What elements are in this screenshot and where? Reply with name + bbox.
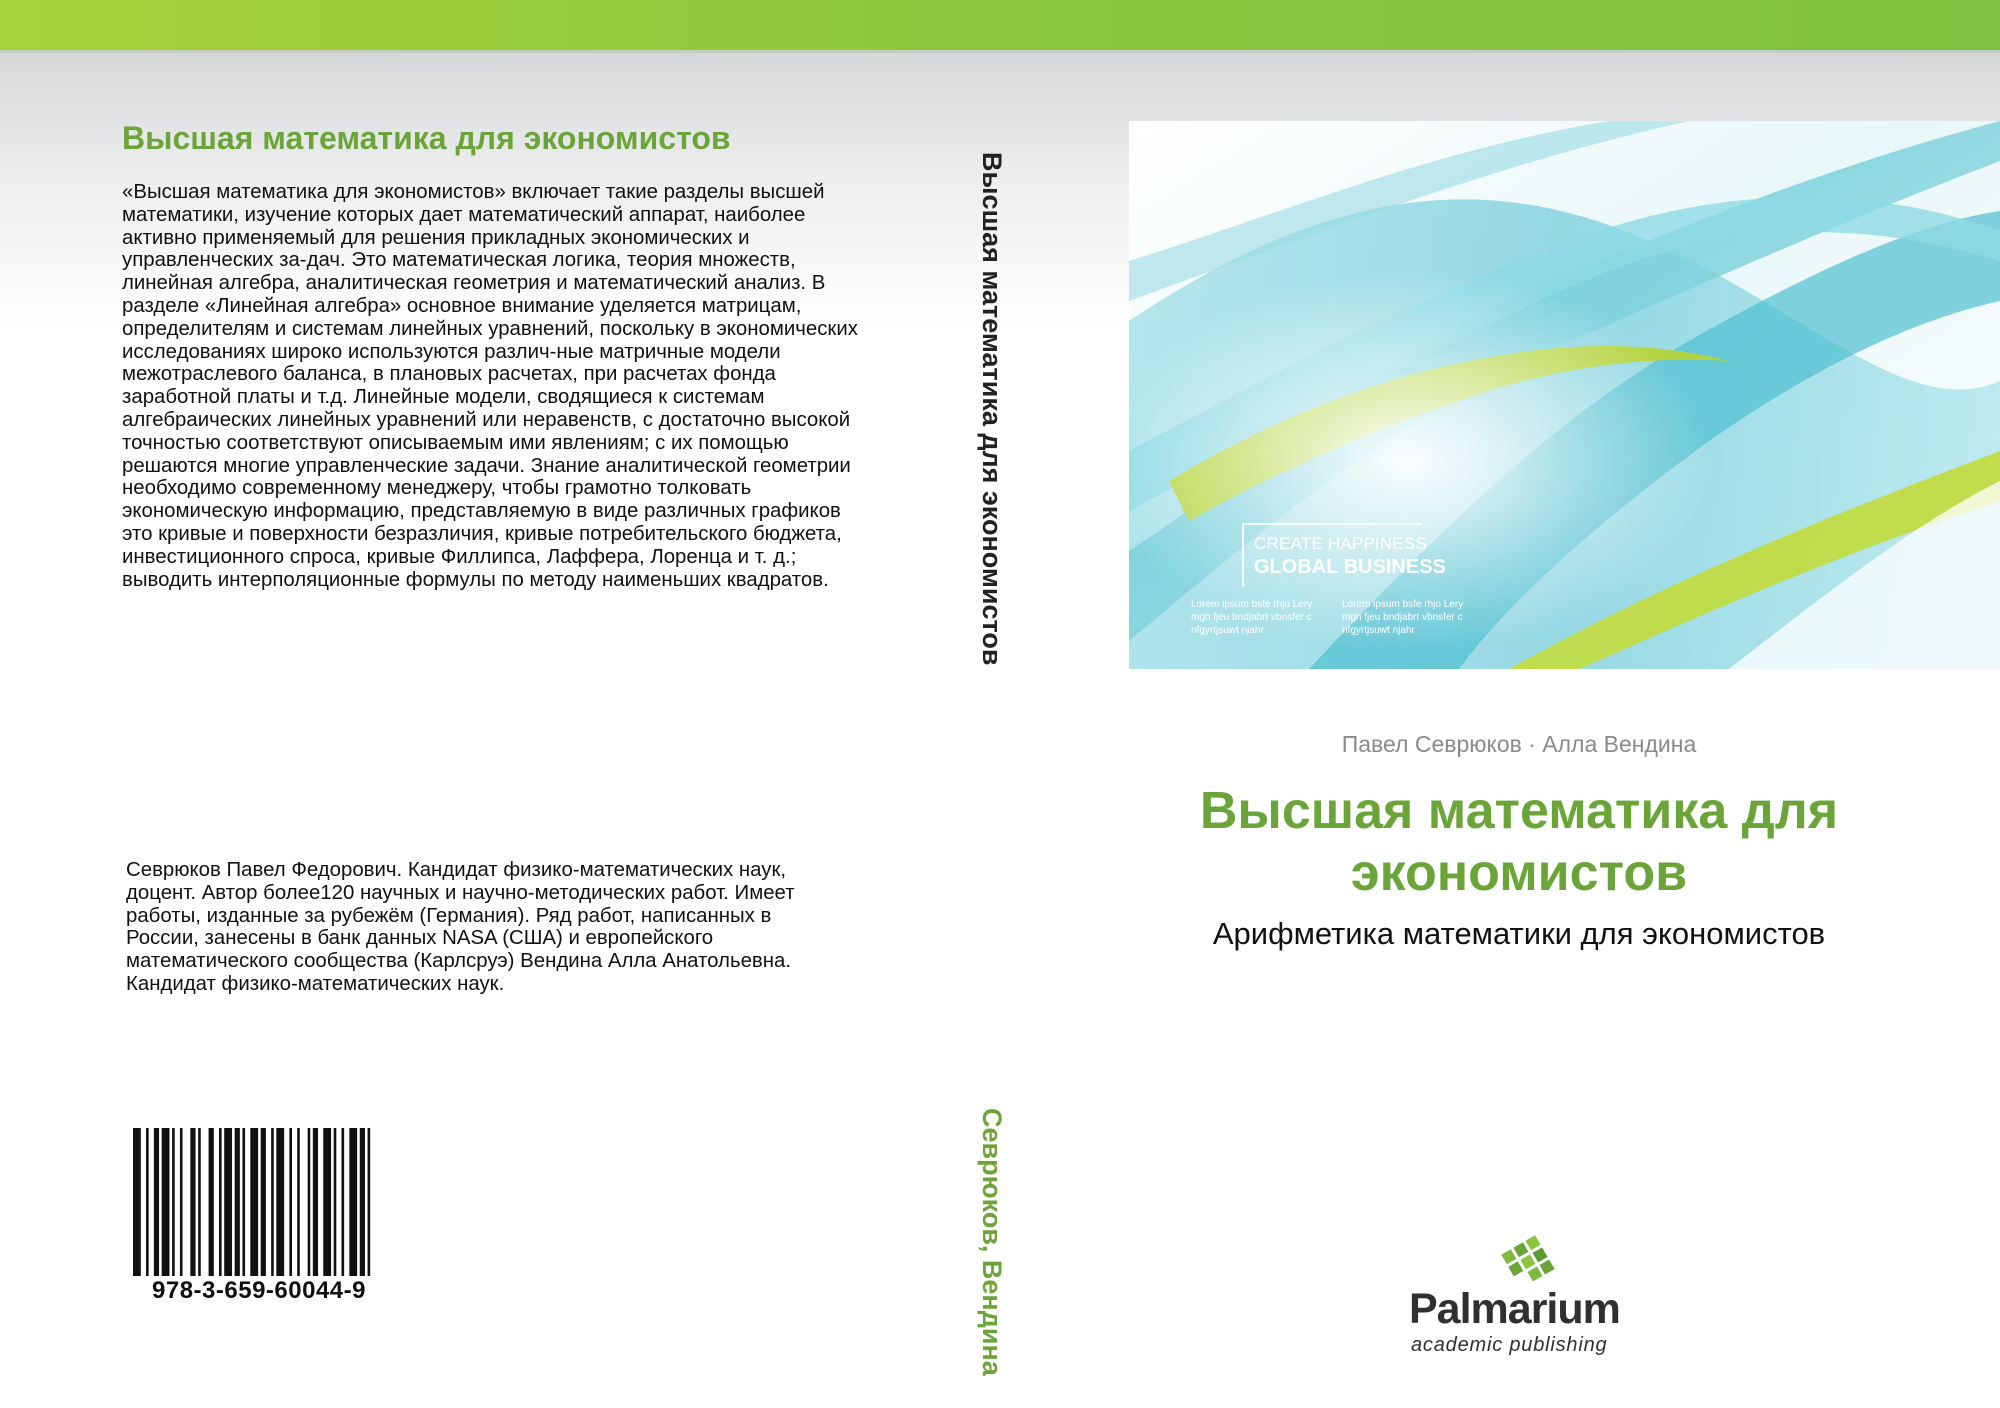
barcode-bar	[323, 1128, 331, 1276]
palmarium-logo-icon	[1497, 1230, 1559, 1288]
barcode-bar	[368, 1128, 371, 1276]
spine-authors: Севрюков, Вендина	[977, 1108, 1007, 1376]
back-cover-description: «Высшая математика для экономистов» включает такие разделы высшей математики, изучение которых дает математический аппарат, наиболее активно применяемый для решения прикладных экономических и управленческих за-дач. Это математическая логика, теория множеств, линейная алгебра, аналитическая геометрия и математический анализ. В разделе «Линейная алгебра» основное внимание уделяется матрицам, определителям и системам линейных уравнений, поскольку в экономических исследованиях широко используются различ-ные матричные модели межотраслевого баланса, в плановых расчетах, при расчетах фонда заработной платы и т.д. Линейные модели, сводящиеся к системам алгебраических линейных уравнений или неравенств, с достаточно высокой точностью соответствуют описываемым ими явлениям; с их помощью решаются многие управленческие задачи. Знание аналитической геометрии необходимо современному менеджеру, чтобы грамотно толковать экономическую информацию, представляемую в виде различных графиков это кривые и поверхности безразличия, кривые потребительского бюджета, инвестиционного спроса, кривые Филлипса, Лаффера, Лоренца и т. д.; выводить интерполяционные формулы по методу наименьших квадратов.	[122, 181, 858, 591]
barcode-bar	[342, 1128, 345, 1276]
front-cover-authors: Павел Севрюков · Алла Вендина	[1341, 731, 1697, 757]
author-bio: Севрюков Павел Федорович. Кандидат физико-математических наук, доцент. Автор более120 научных и научно-методических работ. Имеет работы, изданные за рубежём (Германия). Ряд работ, написанных в России, занесены в банк данных NASA (США) и европейского математического сообщества (Карлсруэ) Вендина Алла Анатольевна. Кандидат физико-математических наук.	[126, 859, 795, 995]
back-cover-title: Высшая математика для экономистов	[122, 120, 731, 156]
spine-title: Высшая математика для экономистов	[977, 152, 1007, 666]
barcode-bar	[308, 1128, 311, 1276]
art-tagline-line2: GLOBAL BUSINESS	[1254, 556, 1446, 578]
front-cover-title: Высшая математика для экономистов	[1199, 782, 1839, 902]
publisher-name: Palmarium	[1409, 1285, 1620, 1333]
barcode-bar	[180, 1128, 183, 1276]
barcode-bar	[235, 1128, 240, 1276]
barcode-bar	[162, 1128, 170, 1276]
barcode-bar	[289, 1128, 292, 1276]
barcode	[133, 1128, 378, 1276]
art-tagline-line1: CREATE HAPPINESS	[1254, 534, 1427, 553]
barcode-bar	[146, 1128, 149, 1276]
publisher-tagline: academic publishing	[1411, 1334, 1608, 1356]
barcode-bar	[172, 1128, 175, 1276]
barcode-bar	[261, 1128, 266, 1276]
publisher-logo	[1405, 1230, 1645, 1360]
barcode-bar	[313, 1128, 318, 1276]
barcode-bar	[198, 1128, 201, 1276]
art-lorem-text: Lorem ipsum bsfe rhjo Lery mgh fjeu bndjabrt vbnsfer c nfgyrtjsuwt njahr	[1191, 599, 1313, 636]
barcode-bar	[297, 1128, 300, 1276]
barcode-bar	[242, 1128, 245, 1276]
barcode-bar	[276, 1128, 284, 1276]
barcode-bar	[334, 1128, 337, 1276]
art-lorem-text: Lorem ipsum bsfe rhjo Lery mgh fjeu bndjabrt vbnsfer c nfgyrtjsuwt njahr	[1342, 599, 1464, 636]
barcode-bar	[154, 1128, 159, 1276]
barcode-bar	[250, 1128, 258, 1276]
top-bar-shadow	[0, 50, 2000, 53]
barcode-bar	[271, 1128, 274, 1276]
top-green-bar	[0, 0, 2000, 50]
front-cover-subtitle: Арифметика математики для экономистов	[1212, 916, 1826, 951]
barcode-bar	[190, 1128, 195, 1276]
barcode-bar	[349, 1128, 357, 1276]
barcode-bar	[224, 1128, 232, 1276]
barcode-bar	[360, 1128, 365, 1276]
barcode-bar	[219, 1128, 222, 1276]
isbn-number: 978-3-659-60044-9	[152, 1277, 366, 1304]
barcode-bar	[209, 1128, 214, 1276]
barcode-bar	[133, 1128, 141, 1276]
